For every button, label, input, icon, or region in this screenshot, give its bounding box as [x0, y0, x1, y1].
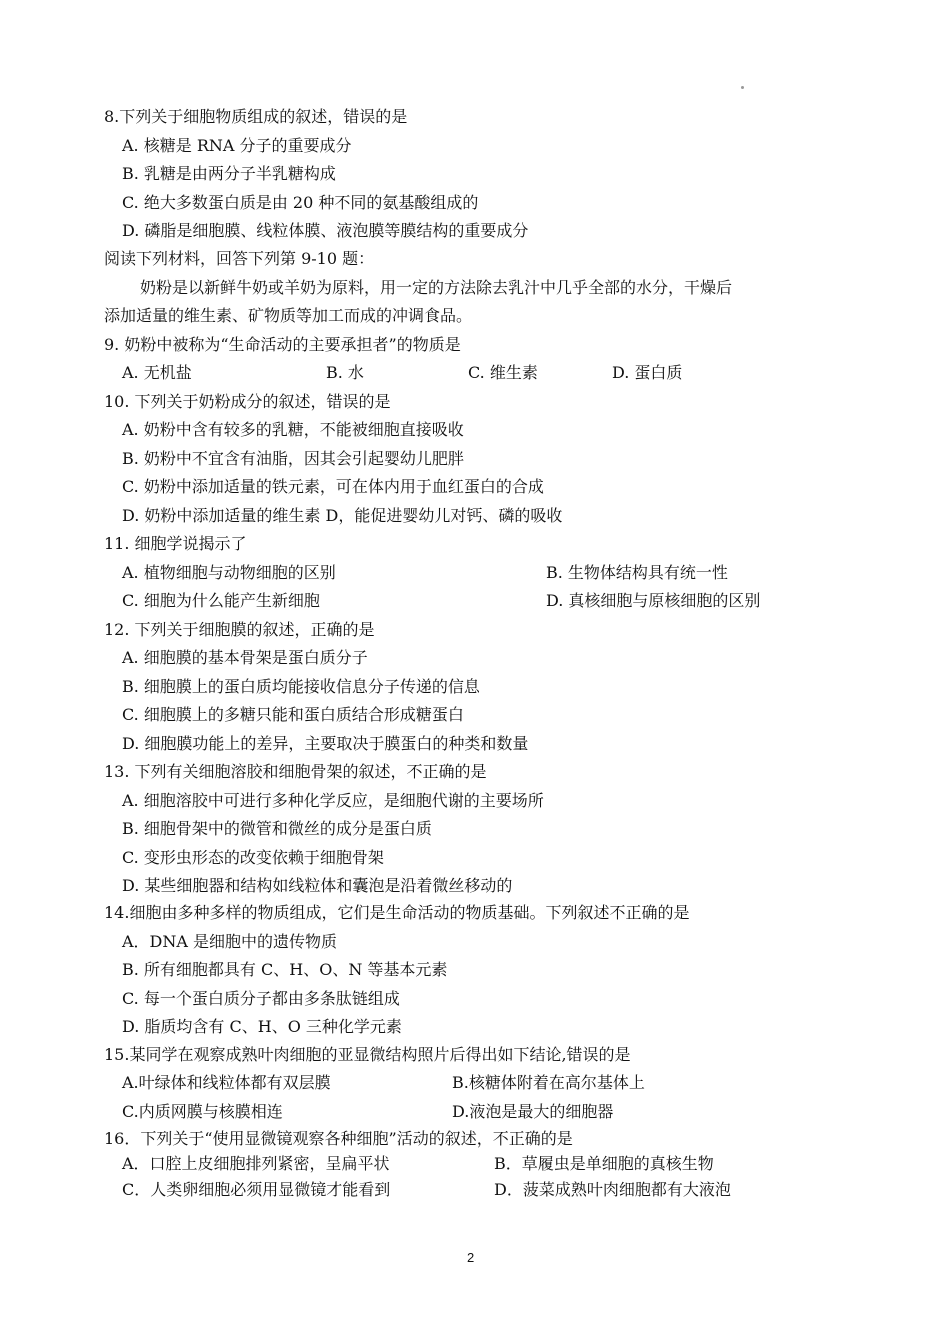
page-mark-dot: [741, 86, 744, 89]
reading-intro: 阅读下列材料，回答下列第 9-10 题：: [104, 249, 375, 268]
question-10-stem: 10. 下列关于奶粉成分的叙述，错误的是: [104, 392, 391, 411]
question-12-stem: 12. 下列关于细胞膜的叙述，正确的是: [104, 620, 375, 639]
question-14-option-c: C. 每一个蛋白质分子都由多条肽链组成: [122, 989, 400, 1008]
question-15-option-c: C.内质网膜与核膜相连: [122, 1102, 283, 1121]
question-11-option-a: A. 植物细胞与动物细胞的区别: [122, 563, 336, 582]
question-13-option-a: A. 细胞溶胶中可进行多种化学反应，是细胞代谢的主要场所: [122, 791, 544, 810]
question-12-option-b: B. 细胞膜上的蛋白质均能接收信息分子传递的信息: [122, 677, 480, 696]
question-9-option-c: C. 维生素: [468, 363, 538, 382]
question-13-option-b: B. 细胞骨架中的微管和微丝的成分是蛋白质: [122, 819, 432, 838]
reading-passage-line-2: 添加适量的维生素、矿物质等加工而成的冲调食品。: [104, 306, 473, 325]
question-16-option-d: D．菠菜成熟叶肉细胞都有大液泡: [494, 1180, 731, 1199]
question-12-option-d: D. 细胞膜功能上的差异，主要取决于膜蛋白的种类和数量: [122, 734, 529, 753]
question-11-option-c: C. 细胞为什么能产生新细胞: [122, 591, 320, 610]
question-9-option-a: A. 无机盐: [122, 363, 192, 382]
question-14-option-b: B. 所有细胞都具有 C、H、O、N 等基本元素: [122, 960, 448, 979]
question-8-option-d: D. 磷脂是细胞膜、线粒体膜、液泡膜等膜结构的重要成分: [122, 221, 529, 240]
question-14-stem: 14.细胞由多种多样的物质组成，它们是生命活动的物质基础。下列叙述不正确的是: [104, 903, 690, 922]
question-16-option-b: B．草履虫是单细胞的真核生物: [494, 1154, 714, 1173]
question-11-option-b: B. 生物体结构具有统一性: [546, 563, 728, 582]
question-12-option-c: C. 细胞膜上的多糖只能和蛋白质结合形成糖蛋白: [122, 705, 464, 724]
question-12-option-a: A. 细胞膜的基本骨架是蛋白质分子: [122, 648, 368, 667]
question-13-option-c: C. 变形虫形态的改变依赖于细胞骨架: [122, 848, 384, 867]
question-8-option-a: A. 核糖是 RNA 分子的重要成分: [122, 136, 352, 155]
question-8-stem: 8.下列关于细胞物质组成的叙述，错误的是: [104, 107, 408, 126]
reading-passage-line-1: 奶粉是以新鲜牛奶或羊奶为原料，用一定的方法除去乳汁中几乎全部的水分，干燥后: [140, 278, 733, 297]
question-10-option-b: B. 奶粉中不宜含有油脂，因其会引起婴幼儿肥胖: [122, 449, 464, 468]
question-10-option-c: C. 奶粉中添加适量的铁元素，可在体内用于血红蛋白的合成: [122, 477, 544, 496]
question-9-stem: 9. 奶粉中被称为“生命活动的主要承担者”的物质是: [104, 335, 461, 354]
question-10-option-a: A. 奶粉中含有较多的乳糖，不能被细胞直接吸收: [122, 420, 464, 439]
question-15-stem: 15.某同学在观察成熟叶肉细胞的亚显微结构照片后得出如下结论,错误的是: [104, 1045, 631, 1064]
question-16-option-a: A．口腔上皮细胞排列紧密，呈扁平状: [122, 1154, 390, 1173]
question-8-option-c: C. 绝大多数蛋白质是由 20 种不同的氨基酸组成的: [122, 193, 479, 212]
question-10-option-d: D. 奶粉中添加适量的维生素 D，能促进婴幼儿对钙、磷的吸收: [122, 506, 563, 525]
question-16-stem: 16．下列关于“使用显微镜观察各种细胞”活动的叙述，不正确的是: [104, 1129, 573, 1148]
question-13-stem: 13. 下列有关细胞溶胶和细胞骨架的叙述，不正确的是: [104, 762, 487, 781]
question-9-option-b: B. 水: [326, 363, 364, 382]
question-16-option-c: C．人类卵细胞必须用显微镜才能看到: [122, 1180, 391, 1199]
question-11-stem: 11. 细胞学说揭示了: [104, 534, 247, 553]
question-14-option-d: D. 脂质均含有 C、H、O 三种化学元素: [122, 1017, 402, 1036]
page-number: 2: [467, 1250, 475, 1265]
question-14-option-a: A．DNA 是细胞中的遗传物质: [122, 932, 338, 951]
question-8-option-b: B. 乳糖是由两分子半乳糖构成: [122, 164, 336, 183]
question-15-option-d: D.液泡是最大的细胞器: [452, 1102, 614, 1121]
question-13-option-d: D. 某些细胞器和结构如线粒体和囊泡是沿着微丝移动的: [122, 876, 513, 895]
question-15-option-b: B.核糖体附着在高尔基体上: [452, 1073, 645, 1092]
question-11-option-d: D. 真核细胞与原核细胞的区别: [546, 591, 761, 610]
question-15-option-a: A.叶绿体和线粒体都有双层膜: [122, 1073, 331, 1092]
question-9-option-d: D. 蛋白质: [612, 363, 683, 382]
